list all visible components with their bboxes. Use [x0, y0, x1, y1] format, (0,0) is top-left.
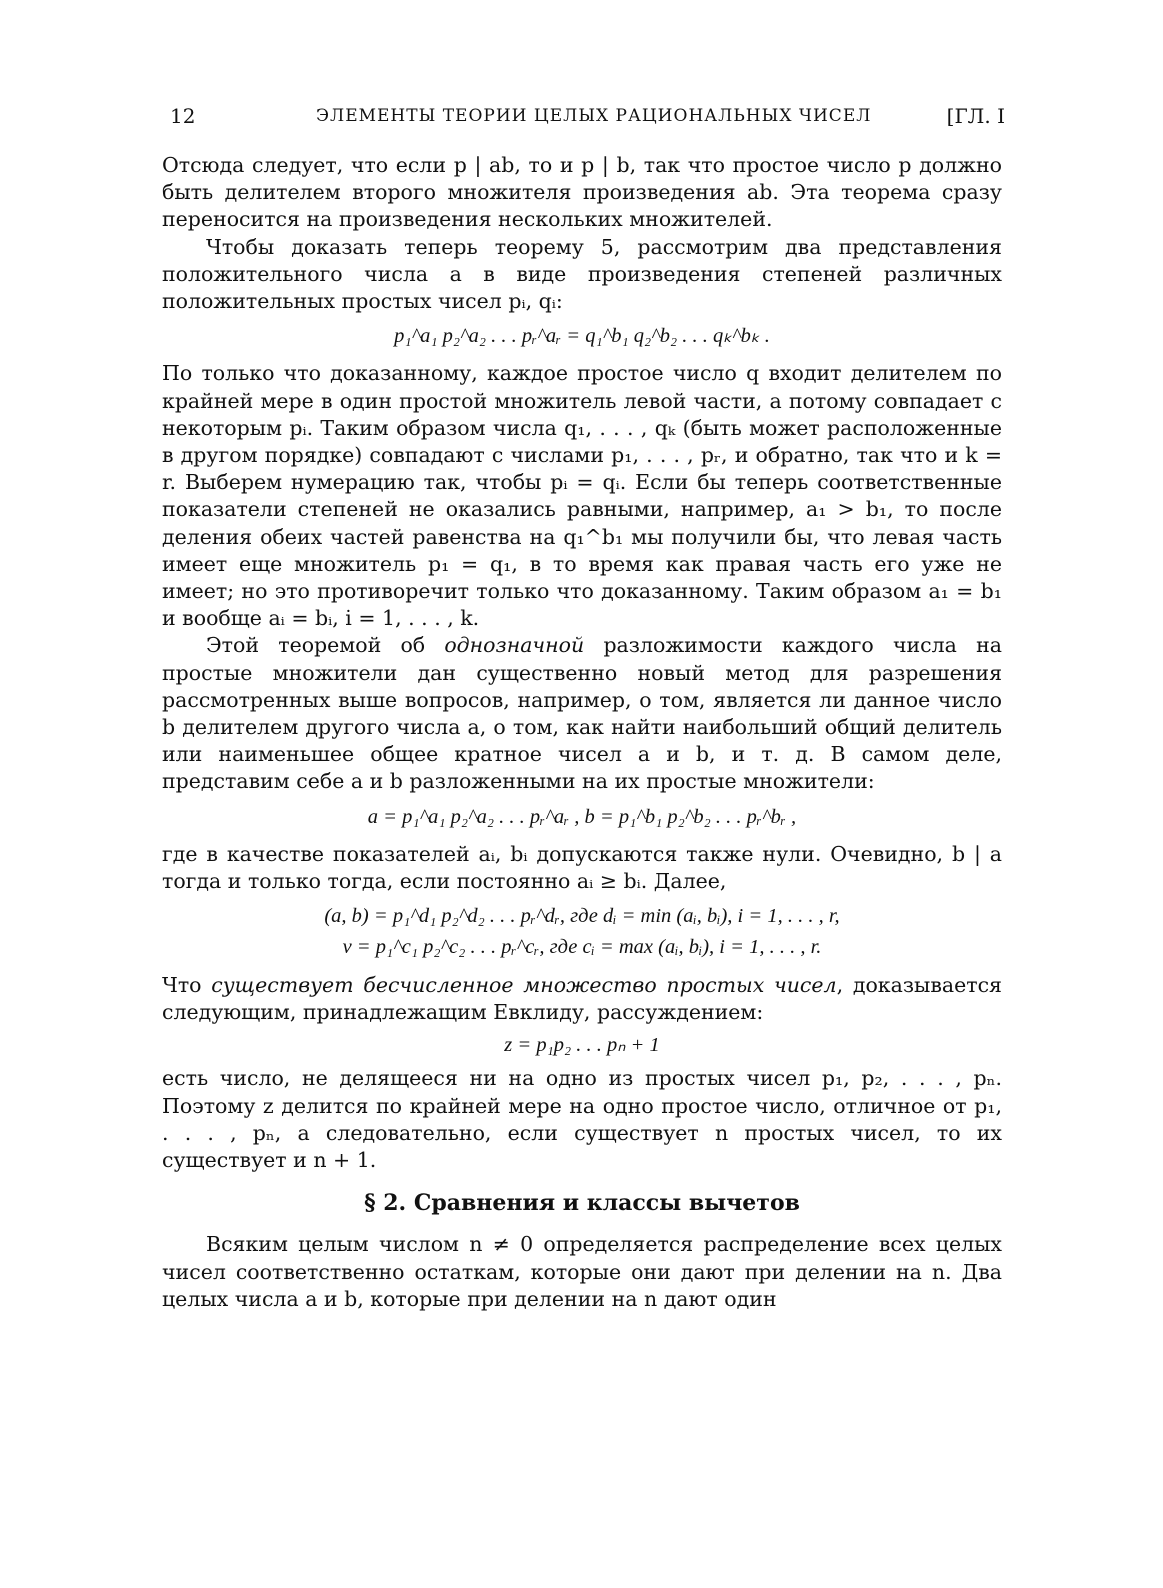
running-header	[170, 104, 1005, 136]
paragraph-6-emphasis: существует бесчисленное множество простых чисел	[211, 972, 837, 997]
equation-4: v = p₁^c₁ p₂^c₂ . . . pᵣ^cᵣ, где cᵢ = max (aᵢ, bᵢ), i = 1, . . . , r.	[342, 936, 822, 959]
paragraph-4-rest: разложимости каждого числа на простые множители дан существенно новый метод для разрешения рассмотренных выше вопросов, например, о том, является ли данное число b делителем другого числа a, о том, как найти наибольший общий делитель или наименьшее общее кратное чисел a и b, и т. д. В самом деле, представим себе a и b разложенными на их простые множители:	[162, 633, 1002, 794]
paragraph-1: Отсюда следует, что если p | ab, то и p | b, так что простое число p должно быть делителем второго множителя произведения ab. Эта теорема сразу переносится на произведения нескольких множителей.	[162, 153, 1002, 232]
paragraph-6-rest: , доказывается следующим, принадлежащим Евклиду, рассуждением:	[162, 972, 1002, 1024]
equation-3: (a, b) = p₁^d₁ p₂^d₂ . . . pᵣ^dᵣ, где dᵢ = min (aᵢ, bᵢ), i = 1, . . . , r,	[324, 905, 840, 928]
paragraph-5: где в качестве показателей aᵢ, bᵢ допускаются также нули. Очевидно, b | a тогда и только тогда, если постоянно aᵢ ≥ bᵢ. Далее,	[162, 841, 1002, 894]
equation-2: a = p₁^a₁ p₂^a₂ . . . pᵣ^aᵣ , b = p₁^b₁ p₂^b₂ . . . pᵣ^bᵣ ,	[367, 805, 797, 828]
paragraph-3: По только что доказанному, каждое простое число q входит делителем по крайней мере в один простой множитель левой части, а потому совпадает с некоторым pᵢ. Таким образом числа q₁, . . . , qₖ (быть может расположенные в другом порядке) совпадают с числами p₁, . . . , pᵣ, и обратно, так что и k = r. Выберем нумерацию так, чтобы pᵢ = qᵢ. Если бы теперь соответственные показатели степеней не оказались равными, например, a₁ > b₁, то после деления обеих частей равенства на q₁^b₁ мы получили бы, что левая часть имеет еще множитель p₁ = q₁, в то время как правая часть его уже не имеет; но это противоречит только что доказанному. Таким образом a₁ = b₁ и вообще aᵢ = bᵢ, i = 1, . . . , k.	[162, 361, 1002, 631]
paragraph-6	[162, 972, 1002, 1026]
running-title: ЭЛЕМЕНТЫ ТЕОРИИ ЦЕЛЫХ РАЦИОНАЛЬНЫХ ЧИСЕЛ	[316, 106, 872, 126]
page-number: 12	[170, 104, 196, 128]
paragraph-4-emphasis: однозначной	[444, 633, 585, 658]
equation-5: z = p₁p₂ . . . pₙ + 1	[504, 1034, 660, 1057]
chapter-label: [ГЛ. I	[946, 104, 1005, 128]
paragraph-4	[162, 632, 1002, 795]
paragraph-2: Чтобы доказать теперь теорему 5, рассмотрим два представления положительного числа a в виде произведения степеней различных положительных простых чисел pᵢ, qᵢ:	[162, 234, 1002, 314]
paragraph-4-start: Этой теоремой об	[206, 633, 426, 658]
paragraph-6-start: Что	[162, 972, 202, 997]
section-title: § 2. Сравнения и классы вычетов	[364, 1190, 800, 1217]
page-body	[162, 152, 1002, 1313]
equation-1: p₁^a₁ p₂^a₂ . . . pᵣ^aᵣ = q₁^b₁ q₂^b₂ . . . qₖ^bₖ .	[394, 325, 770, 348]
paragraph-8: Всяким целым числом n ≠ 0 определяется распределение всех целых чисел соответственно остаткам, которые они дают при делении на n. Два целых числа a и b, которые при делении на n дают один	[162, 1232, 1002, 1311]
paragraph-7: есть число, не делящееся ни на одно из простых чисел p₁, p₂, . . . , pₙ. Поэтому z делится по крайней мере на одно простое число, отличное от p₁, . . . , pₙ, а следовательно, если существует n простых чисел, то их существует и n + 1.	[162, 1066, 1002, 1172]
